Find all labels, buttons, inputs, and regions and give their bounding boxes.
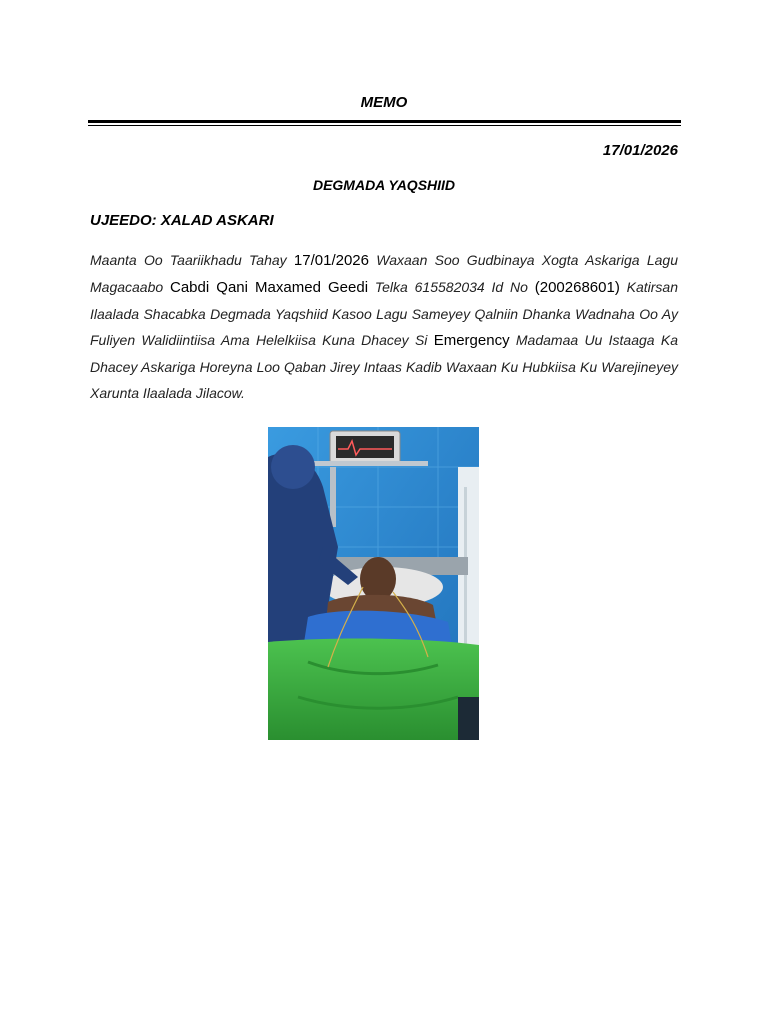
memo-title: MEMO <box>360 94 408 111</box>
body-date-emphasis: 17/01/2026 <box>293 252 369 269</box>
body-text-part-4: Katirsan Ilaalada Shacabka Degmada Yaqshiid Kasoo Lagu Sameyey Qalniin Dhanka Wadnaha Oo Ay Fuliyen Walidiintiisa Ama Helelkiisa Kuna Dhacey Si <box>90 279 679 348</box>
body-text-part-3: Telka 615582034 Id No <box>368 279 535 295</box>
memo-body <box>90 247 678 406</box>
soldier-name: Cabdi Qani Maxamed Geedi <box>169 279 369 296</box>
id-number: (200268601) <box>534 279 620 296</box>
body-text-part-5: Madamaa Uu Istaaga Ka Dhacey Askariga Horeyna Loo Qaban Jirey Intaas Kadib Waxaan Ku Hubkiisa Ku Warejineyey Xarunta Ilaalada Jilacow. <box>90 332 678 401</box>
body-text-part-2: Waxaan Soo Gudbinaya Xogta Askariga Lagu Magacaabo <box>90 252 678 295</box>
body-text-part-1: Maanta Oo Taariikhadu Tahay <box>90 252 294 268</box>
emergency-word: Emergency <box>433 332 510 349</box>
divider-thick-line <box>88 120 681 123</box>
subject-line: UJEEDO: XALAD ASKARI <box>90 212 274 229</box>
district-heading: DEGMADA YAQSHIID <box>312 177 456 193</box>
memo-date: 17/01/2026 <box>602 142 678 159</box>
patient-photo <box>268 427 479 740</box>
hospital-bed-photo-illustration <box>268 427 479 740</box>
divider-thin-line <box>88 125 681 126</box>
title-divider <box>88 120 681 128</box>
